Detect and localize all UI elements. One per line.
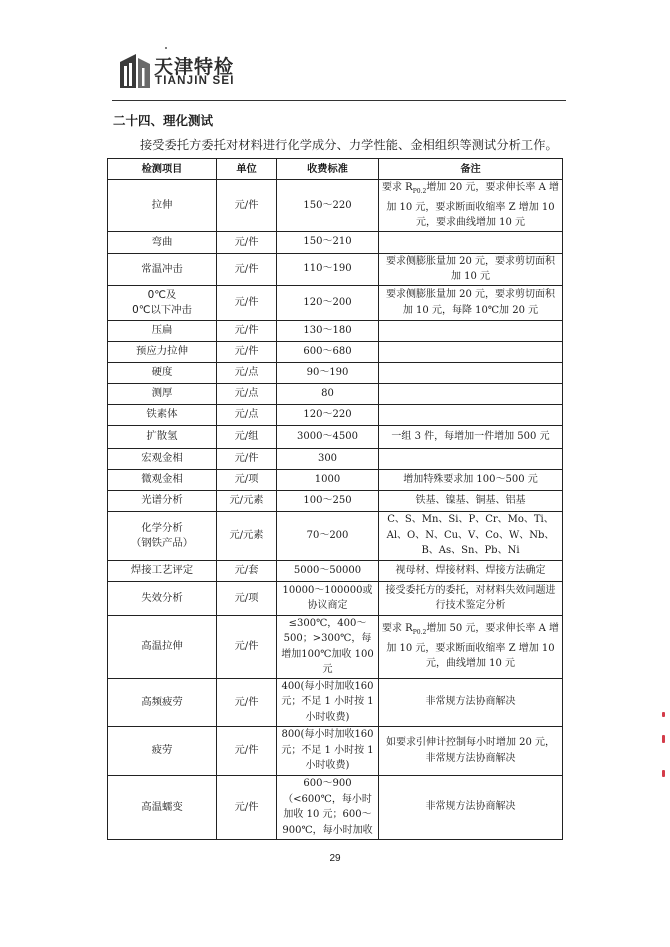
cell-unit: 元/件 [217,726,277,775]
cell-note: 要求 $R_{P0.2}$增加 20 元，要求伸长率 A 增加 10 元，要求断面收缩率 Z 增加 10 元，要求曲线增加 10 元 [379,180,563,232]
cell-unit: 元/点 [217,383,277,404]
cell-item: 高温拉伸 [108,615,217,678]
table-row [108,285,563,320]
cell-item: 疲劳 [108,726,217,775]
logo-english-name: TIANJIN SEI [155,75,235,87]
fee-table [107,158,563,840]
table-row [108,511,563,560]
cell-item: 预应力拉伸 [108,341,217,362]
table-row [108,231,563,253]
cell-unit: 元/组 [217,425,277,448]
cell-note [379,320,563,341]
cell-note [379,448,563,469]
cell-note [379,383,563,404]
cell-fee: 80 [277,383,379,404]
cell-fee: 800(每小时加收160元；不足 1 小时按 1 小时收费) [277,726,379,775]
logo-mark-icon [118,50,152,90]
header-note: 备注 [379,159,563,180]
cell-note: 要求 $R_{P0.2}$增加 50 元，要求伸长率 A 增加 10 元，要求断面收缩率 Z 增加 10 元，曲线增加 10 元 [379,615,563,678]
cell-item: 弯曲 [108,231,217,253]
cell-item: 光谱分析 [108,490,217,511]
cell-note [379,341,563,362]
cell-unit: 元/元素 [217,490,277,511]
cell-note: 接受委托方的委托，对材料失效问题进行技术鉴定分析 [379,581,563,615]
cell-unit: 元/件 [217,231,277,253]
table-row [108,581,563,615]
cell-unit: 元/件 [217,448,277,469]
cell-note: 视母材、焊接材料、焊接方法确定 [379,560,563,581]
cell-note [379,362,563,383]
stamp-edge-mark [662,712,665,717]
header-unit: 单位 [217,159,277,180]
cell-item: 焊接工艺评定 [108,560,217,581]
logo-chinese-name: 天津特检 [154,56,235,78]
section-title: 二十四、理化测试 [113,113,214,128]
cell-unit: 元/件 [217,285,277,320]
cell-note: 增加特殊要求加 100～500 元 [379,469,563,490]
header-rule [112,100,566,101]
cell-item: 高温蠕变 [108,775,217,839]
table-row [108,341,563,362]
cell-fee: 120～200 [277,285,379,320]
cell-fee: 400(每小时加收160元；不足 1 小时按 1 小时收费) [277,678,379,726]
cell-fee: ≤300℃，400～500；>300℃，每增加100℃加收 100 元 [277,615,379,678]
cell-item: 压扁 [108,320,217,341]
table-row [108,469,563,490]
cell-note: C、S、Mn、Si、P、Cr、Mo、Ti、Al、O、N、Cu、V、Co、W、Nb、B、As、Sn、Pb、Ni [379,511,563,560]
cell-fee: 150～220 [277,180,379,232]
cell-fee: 5000～50000 [277,560,379,581]
table-row [108,678,563,726]
cell-note: 要求侧膨胀量加 20 元，要求剪切面积加 10 元 [379,253,563,285]
cell-fee: 90～190 [277,362,379,383]
table-row [108,775,563,839]
cell-item: 扩散氢 [108,425,217,448]
intro-paragraph: 接受委托方委托对材料进行化学成分、力学性能、金相组织等测试分析工作。 [140,138,558,152]
cell-note: 要求侧膨胀量加 20 元，要求剪切面积加 10 元，每降 10℃加 20 元 [379,285,563,320]
cell-unit: 元/项 [217,469,277,490]
cell-item: 高频疲劳 [108,678,217,726]
cell-note: 非常规方法协商解决 [379,678,563,726]
cell-fee: 1000 [277,469,379,490]
cell-unit: 元/件 [217,253,277,285]
table-row [108,362,563,383]
table-row [108,404,563,425]
cell-fee: 70～200 [277,511,379,560]
cell-item: 失效分析 [108,581,217,615]
cell-note: 如要求引伸计控制每小时增加 20 元，非常规方法协商解决 [379,726,563,775]
table-row [108,320,563,341]
cell-unit: 元/点 [217,404,277,425]
cell-note: 铁基、镍基、铜基、铝基 [379,490,563,511]
cell-fee: 130～180 [277,320,379,341]
cell-note: 非常规方法协商解决 [379,775,563,839]
cell-fee: 600～900（<600℃，每小时加收 10 元；600～900℃，每小时加收 [277,775,379,839]
cell-unit: 元/件 [217,180,277,232]
cell-item: 0℃及 0℃以下冲击 [108,285,217,320]
cell-item: 拉伸 [108,180,217,232]
table-row [108,383,563,404]
company-logo [118,50,268,94]
cell-fee: 300 [277,448,379,469]
cell-fee: 110～190 [277,253,379,285]
cell-note: 一组 3 件，每增加一件增加 500 元 [379,425,563,448]
table-row [108,615,563,678]
cell-item: 硬度 [108,362,217,383]
cell-unit: 元/件 [217,341,277,362]
cell-unit: 元/套 [217,560,277,581]
table-row [108,180,563,232]
cell-note [379,404,563,425]
table-row [108,448,563,469]
table-row [108,560,563,581]
cell-unit: 元/点 [217,362,277,383]
logo-dot [165,47,167,49]
table-row [108,490,563,511]
cell-unit: 元/件 [217,320,277,341]
cell-item: 铁素体 [108,404,217,425]
cell-item: 化学分析 （钢铁产品） [108,511,217,560]
stamp-edge-mark [662,770,665,777]
cell-unit: 元/元素 [217,511,277,560]
cell-note [379,231,563,253]
cell-unit: 元/件 [217,775,277,839]
cell-fee: 120～220 [277,404,379,425]
table-row [108,253,563,285]
cell-item: 常温冲击 [108,253,217,285]
cell-fee: 3000～4500 [277,425,379,448]
cell-unit: 元/件 [217,615,277,678]
table-header-row [108,159,563,180]
page-number: 29 [329,853,341,864]
cell-unit: 元/件 [217,678,277,726]
table-row [108,425,563,448]
cell-item: 微观金相 [108,469,217,490]
cell-unit: 元/项 [217,581,277,615]
cell-fee: 150～210 [277,231,379,253]
cell-item: 宏观金相 [108,448,217,469]
table-row [108,726,563,775]
cell-fee: 10000～100000或协议商定 [277,581,379,615]
header-fee: 收费标准 [277,159,379,180]
cell-fee: 600～680 [277,341,379,362]
header-item: 检测项目 [108,159,217,180]
cell-fee: 100～250 [277,490,379,511]
cell-item: 测厚 [108,383,217,404]
stamp-edge-mark [662,735,665,743]
